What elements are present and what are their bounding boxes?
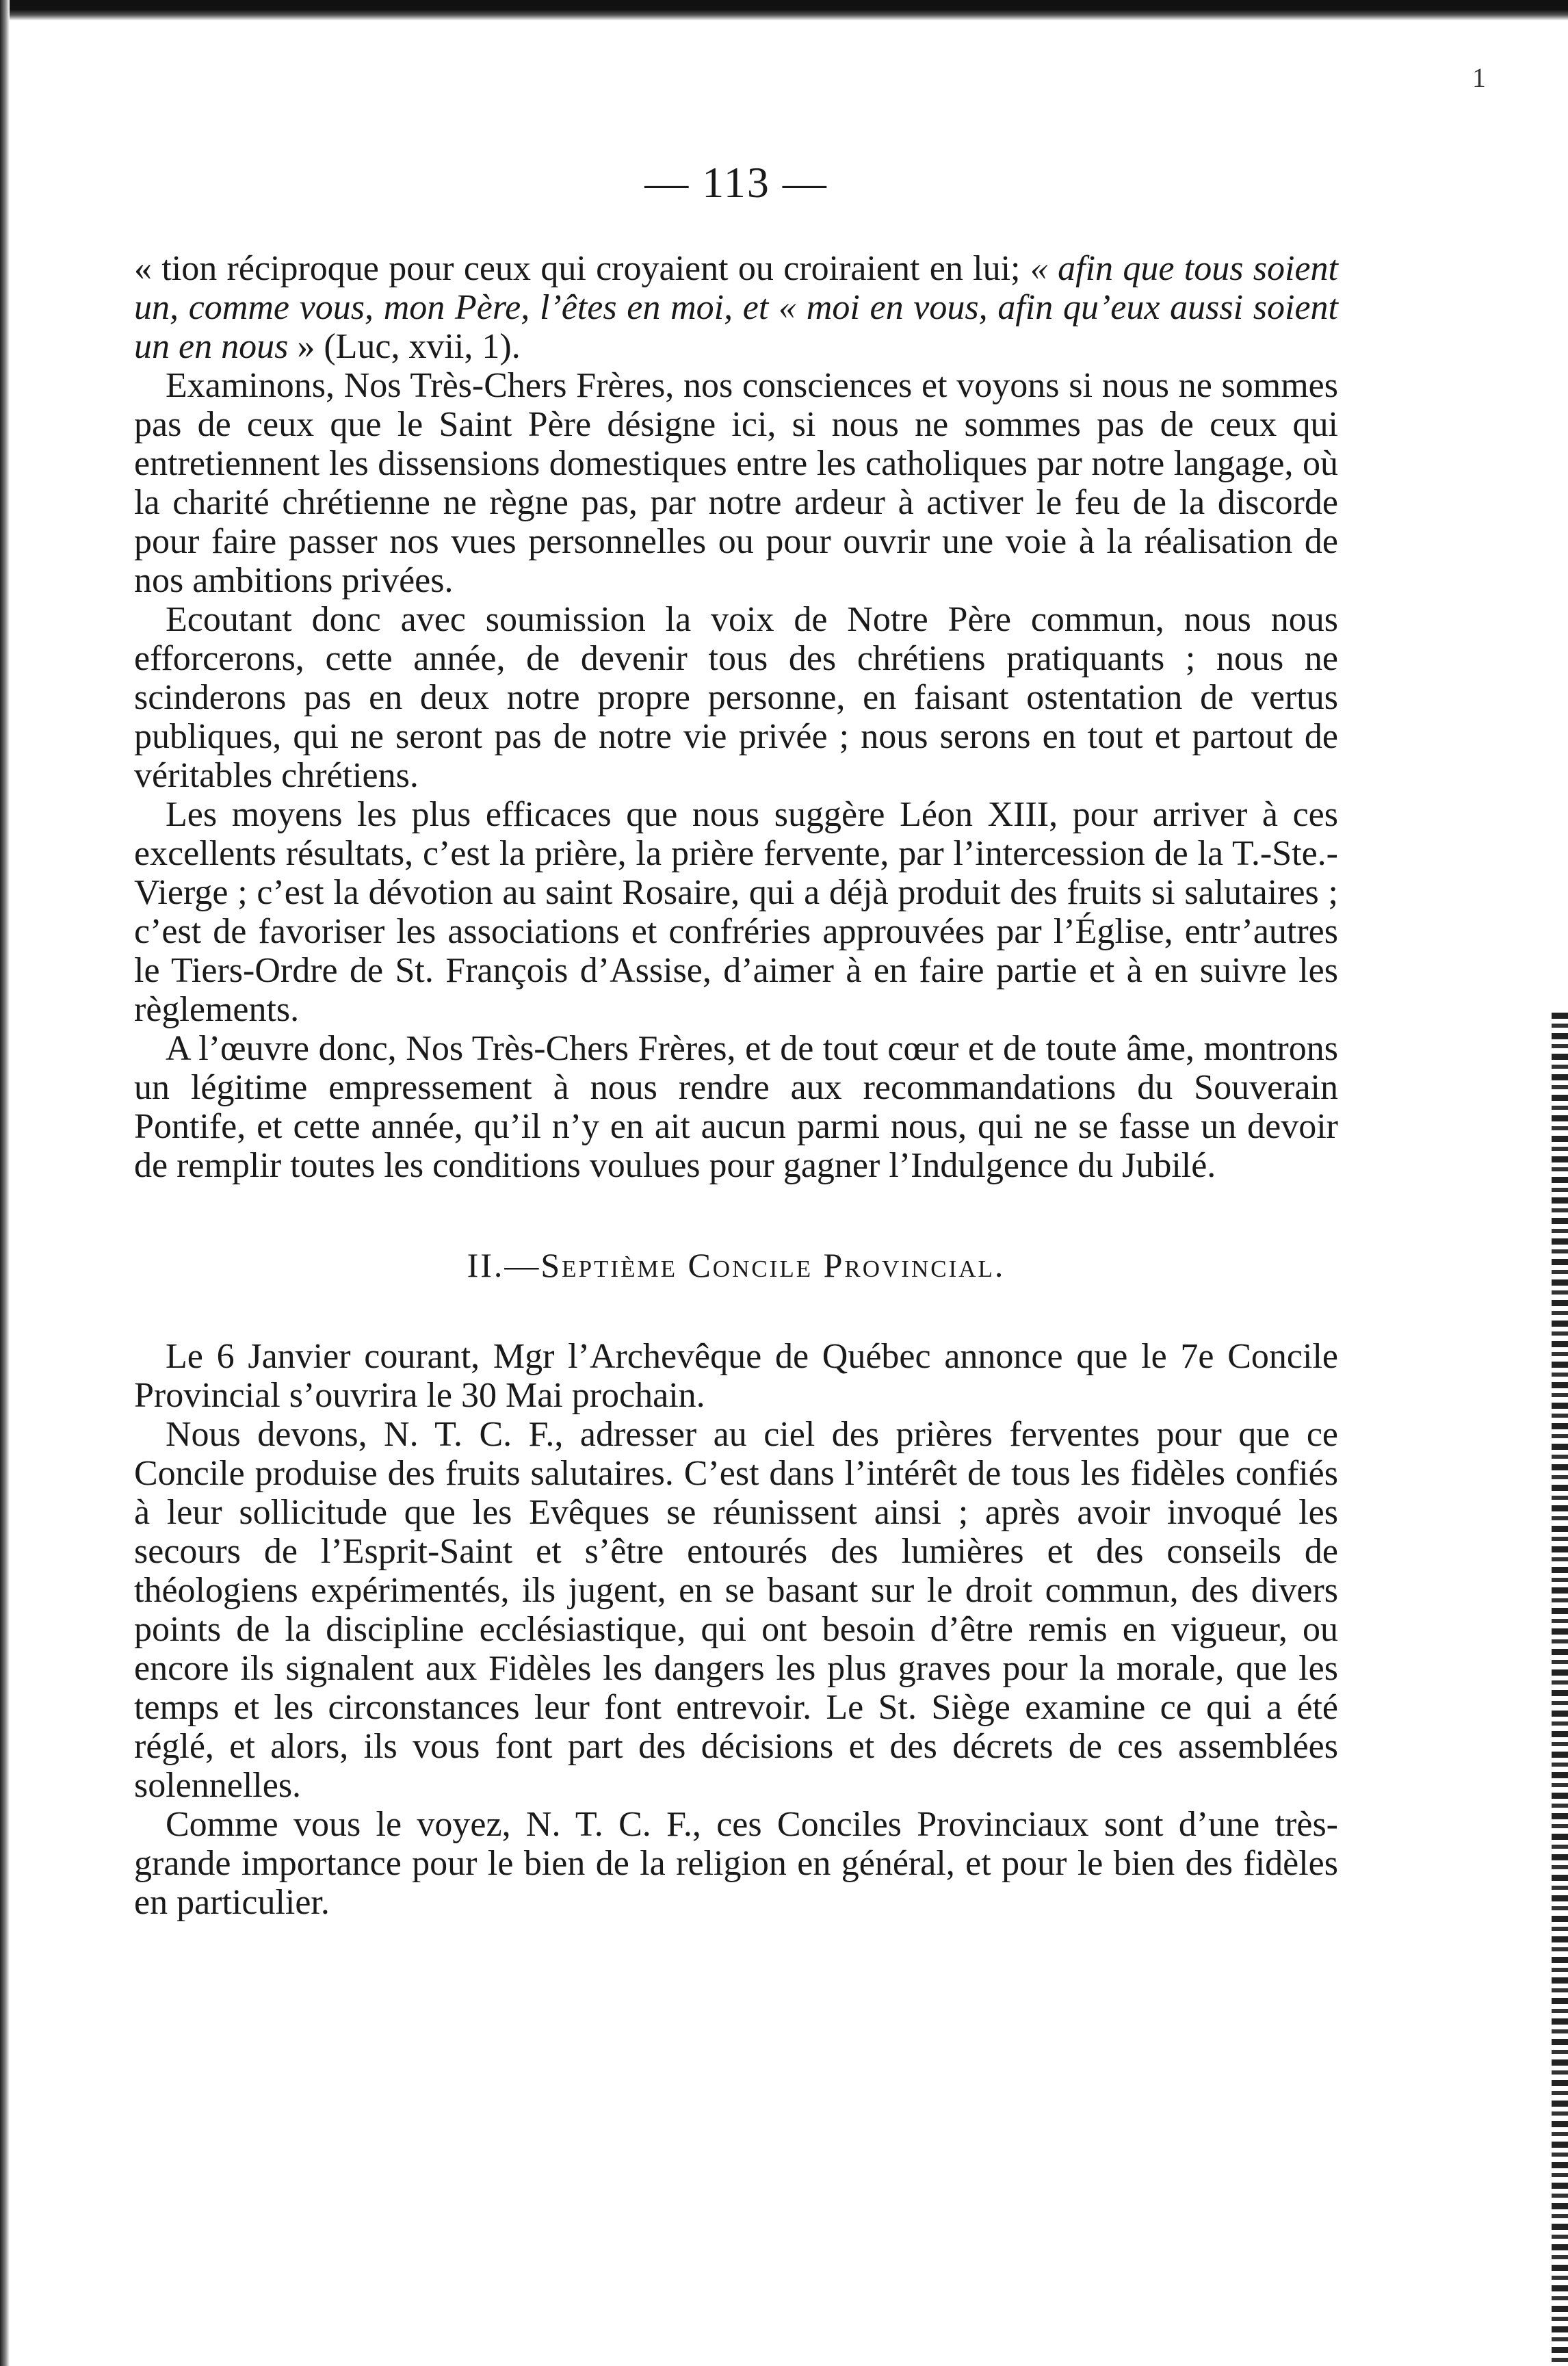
document-page: [134, 157, 1338, 1922]
corner-mark: 1: [1472, 62, 1486, 93]
paragraph-3: Ecoutant donc avec soumission la voix de Notre Père commun, nous nous efforcerons, cette année, de devenir tous des chrétiens pratiquants ; nous ne scinderons pas en deux notre propre personne, en faisant ostentation de vertus publiques, qui ne seront pas de notre vie privée ; nous serons en tout et partout de véritables chrétiens.: [134, 600, 1338, 795]
scan-border-left: [0, 0, 10, 2366]
scripture-quote: « afin que tous soient un, comme vous, mon Père, l’êtes en moi, et « moi en vous, afin qu’eux aussi soient un en nous: [134, 249, 1339, 366]
paragraph-4: Les moyens les plus efficaces que nous suggère Léon XIII, pour arriver à ces excellents résultats, c’est la prière, la prière fervente, par l’intercession de la T.-Ste.-Vierge ; c’est la dévotion au saint Rosaire, qui a déjà produit des fruits si salutaires ; c’est de favoriser les associations et confréries approuvées par l’Église, entr’autres le Tiers-Ordre de St. François d’Assise, d’aimer à en faire partie et à en suivre les règlements.: [134, 795, 1338, 1029]
scan-border-right: [1552, 1013, 1568, 2366]
paragraph-1-close: » (Luc, xvii, 1).: [297, 327, 521, 366]
paragraph-5: A l’œuvre donc, Nos Très-Chers Frères, et de tout cœur et de toute âme, montrons un légitime empressement à nous rendre aux recommandations du Souverain Pontife, et cette année, qu’il n’y en ait aucun parmi nous, qui ne se fasse un devoir de remplir toutes les conditions voulues pour gagner l’Indulgence du Jubilé.: [134, 1029, 1338, 1185]
paragraph-7: Nous devons, N. T. C. F., adresser au ciel des prières ferventes pour que ce Concile produise des fruits salutaires. C’est dans l’intérêt de tous les fidèles confiés à leur sollicitude que les Evêques se réunissent ainsi ; après avoir invoqué les secours de l’Esprit-Saint et s’être entourés des lumières et des conseils de théologiens expérimentés, ils jugent, en se basant sur le droit commun, des divers points de la discipline ecclésiastique, qui ont besoin d’être remis en vigueur, ou encore ils signalent aux Fidèles les dangers les plus graves pour la morale, que les temps et les circonstances leur font entrevoir. Le St. Siège examine ce qui a été réglé, et alors, ils vous font part des décisions et des décrets de ces assemblées solennelles.: [134, 1415, 1338, 1805]
page-number: — 113 —: [644, 158, 828, 207]
paragraph-2: Examinons, Nos Très-Chers Frères, nos consciences et voyons si nous ne sommes pas de ceux que le Saint Père désigne ici, si nous ne sommes pas de ceux qui entretiennent les dissensions domestiques entre les catholiques par notre langage, où la charité chrétienne ne règne pas, par notre ardeur à activer le feu de la discorde pour faire passer nos vues personnelles ou pour ouvrir une voie à la réalisation de nos ambitions privées.: [134, 366, 1338, 600]
scan-border-top: [0, 0, 1568, 21]
paragraph-6: Le 6 Janvier courant, Mgr l’Archevêque de Québec annonce que le 7e Concile Provincial s’ouvrira le 30 Mai prochain.: [134, 1337, 1338, 1415]
paragraph-8: Comme vous le voyez, N. T. C. F., ces Conciles Provinciaux sont d’une très-grande importance pour le bien de la religion en général, et pour le bien des fidèles en particulier.: [134, 1805, 1338, 1922]
paragraph-1-open: « tion réciproque pour ceux qui croyaient ou croiraient en lui;: [134, 249, 1030, 288]
section-heading: II.—Septième Concile Provincial.: [467, 1246, 1006, 1284]
paragraph-1: [134, 249, 1338, 366]
